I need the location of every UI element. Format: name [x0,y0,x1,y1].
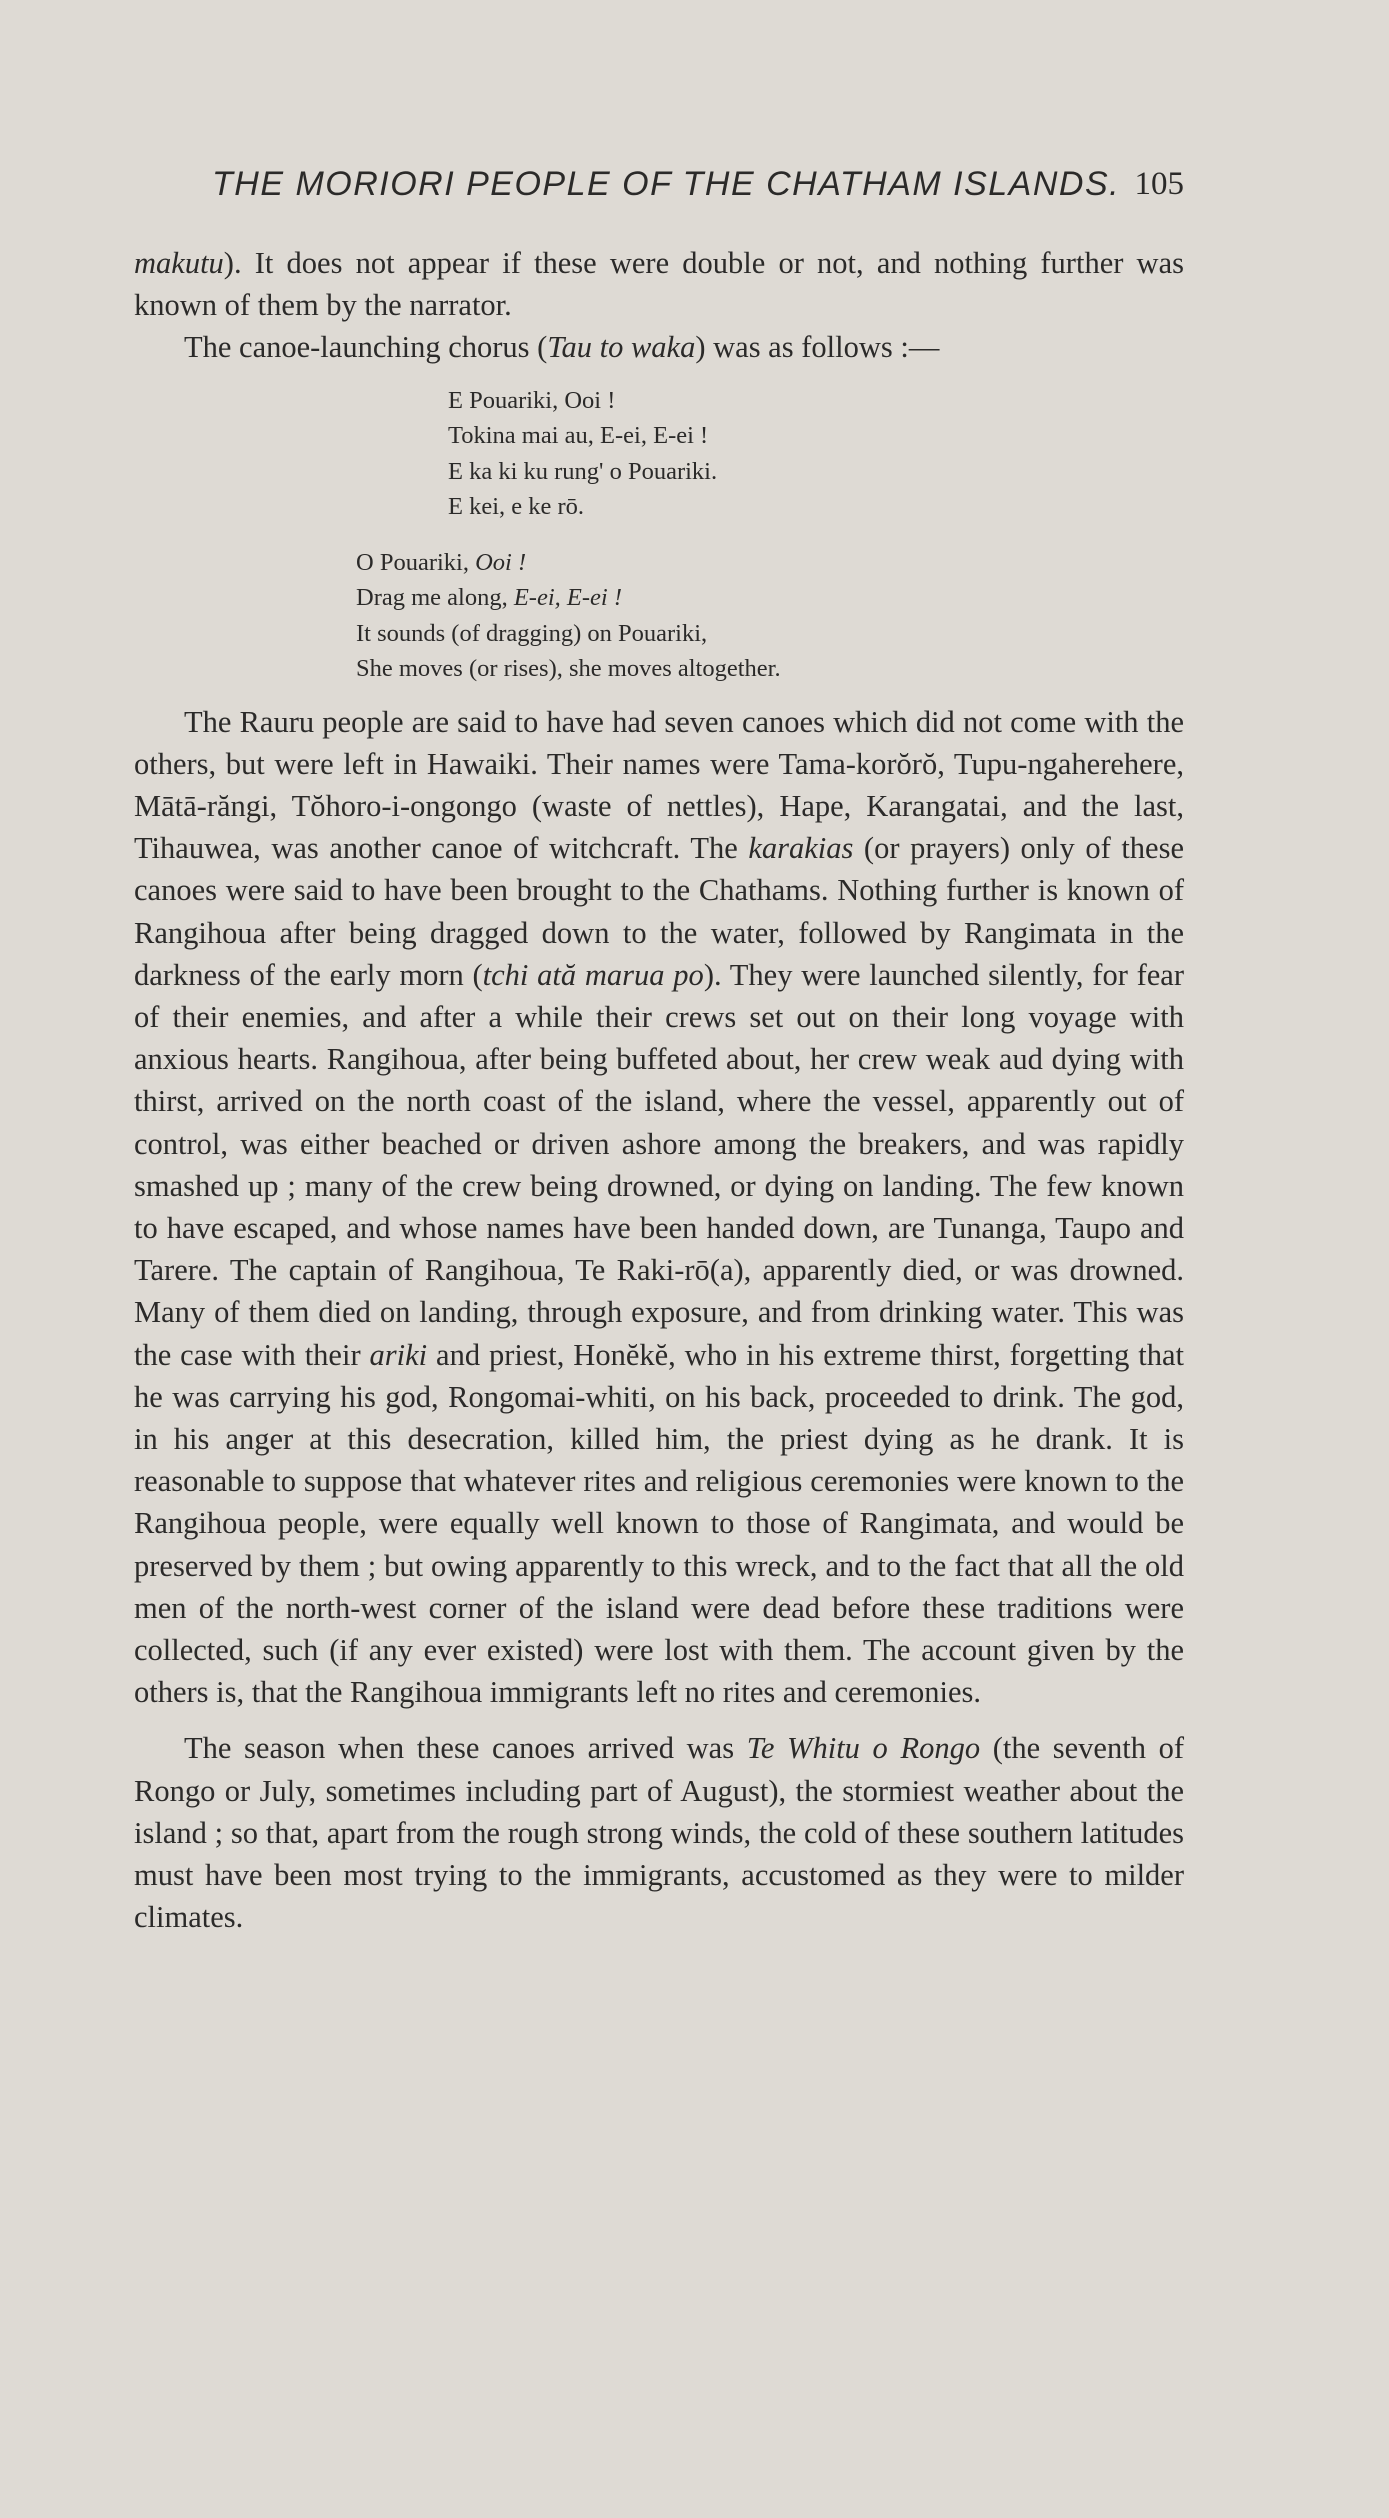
chorus-line: E kei, e ke rō. [448,493,585,521]
italic-term: Tau to waka [547,330,696,365]
paragraph-text: ) was as follows :— [695,330,940,365]
running-title: THE MORIORI PEOPLE OF THE CHATHAM ISLANDS. [212,165,1121,203]
paragraph-rauru-canoes [134,701,1184,1714]
italic-term: makutu [134,246,224,280]
translation-text: Drag me along, [356,584,514,612]
paragraph-chorus-intro [134,326,1184,368]
chorus-translation [134,545,1184,687]
chorus-line: Tokina mai au, E-ei, E-ei ! [448,422,709,450]
italic-term: Ooi ! [475,548,527,576]
italic-term: Te Whitu o Rongo [746,1731,981,1766]
paragraph-text: and priest, Honĕkĕ, who in his extreme thirst, forgetting that he was carrying his god, Rongomai-whiti, on his back, proceeded to drink. The god, in his anger at this desecration, killed him, the priest dying as he drank. It is reasonable to suppose that whatever rites and religious ceremonies were known to the Rangihoua people, were equally well known to those of Rangimata, and would be preserved by them ; but owing apparently to this wreck, and to the fact that all the old men of the north-west corner of the island were dead before these traditions were collected, such (if any ever existed) were lost with them. The account given by the others is, that the Rangihoua immigrants left no rites and ceremonies. [134,1337,1184,1710]
paragraph-text: (or prayers) only of these canoes were said to have been brought to the Chathams. Nothing further is known of Rangihoua after being dragged down to the water, followed by Rangimata in the darkness of the early morn ( [134,831,1184,992]
paragraph-text: The Rauru people are said to have had seven canoes which did not come with the others, but were left in Hawaiki. Their names were Tama-korŏrŏ, Tupu-ngaherehere, Mātā-răngi, Tŏhoro-i-ongongo (waste of nettles), Hape, Karangatai, and the last, Tihauwea, was another canoe of witchcraft. The [134,704,1184,866]
translation-line: It sounds (of dragging) on Pouariki, [356,619,708,647]
translation-text: O Pouariki, [356,548,476,576]
paragraph-text: The canoe-launching chorus ( [184,330,548,365]
chorus-maori [134,383,1184,525]
chorus-line: E ka ki ku rung' o Pouariki. [448,457,718,485]
italic-term: ariki [369,1337,428,1372]
body-text [134,242,1184,1939]
italic-term: tchi ată marua po [482,957,704,992]
translation-line: She moves (or rises), she moves altogether. [356,655,781,683]
running-header [212,160,1184,208]
paragraph-continued [134,242,1184,326]
paragraph-text: ). They were launched silently, for fear of their enemies, and after a while their crews set out on their long voyage with anxious hearts. Rangihoua, after being buffeted about, her crew weak aud dying with thirst, arrived on the north coast of the island, where the vessel, apparently out of control, was either beached or driven ashore among the breakers, and was rapidly smashed up ; many of the crew being drowned, or dying on landing. The few known to have escaped, and whose names have been handed down, are Tunanga, Taupo and Tarere. The captain of Rangihoua, Te Raki-rō(a), apparently died, or was drowned. Many of them died on landing, through exposure, and from drinking water. This was the case with their [134,957,1184,1372]
paragraph-text: The season when these canoes arrived was [184,1731,747,1766]
chorus-line: E Pouariki, Ooi ! [448,386,616,414]
translation-line [356,545,1184,581]
paragraph-text: ). It does not appear if these were double or not, and nothing further was known of them by the narrator. [134,246,1184,323]
italic-term: karakias [748,831,854,866]
paragraph-season [134,1727,1184,1938]
italic-term: E-ei, E-ei ! [513,584,622,612]
paragraph-text: (the seventh of Rongo or July, sometimes including part of August), the stormiest weather about the island ; so that, apart from the rough strong winds, the cold of these southern latitudes must have been most trying to the immigrants, accustomed as they were to milder climates. [134,1731,1184,1935]
page-number: 105 [1134,166,1184,202]
translation-line [356,580,1184,616]
